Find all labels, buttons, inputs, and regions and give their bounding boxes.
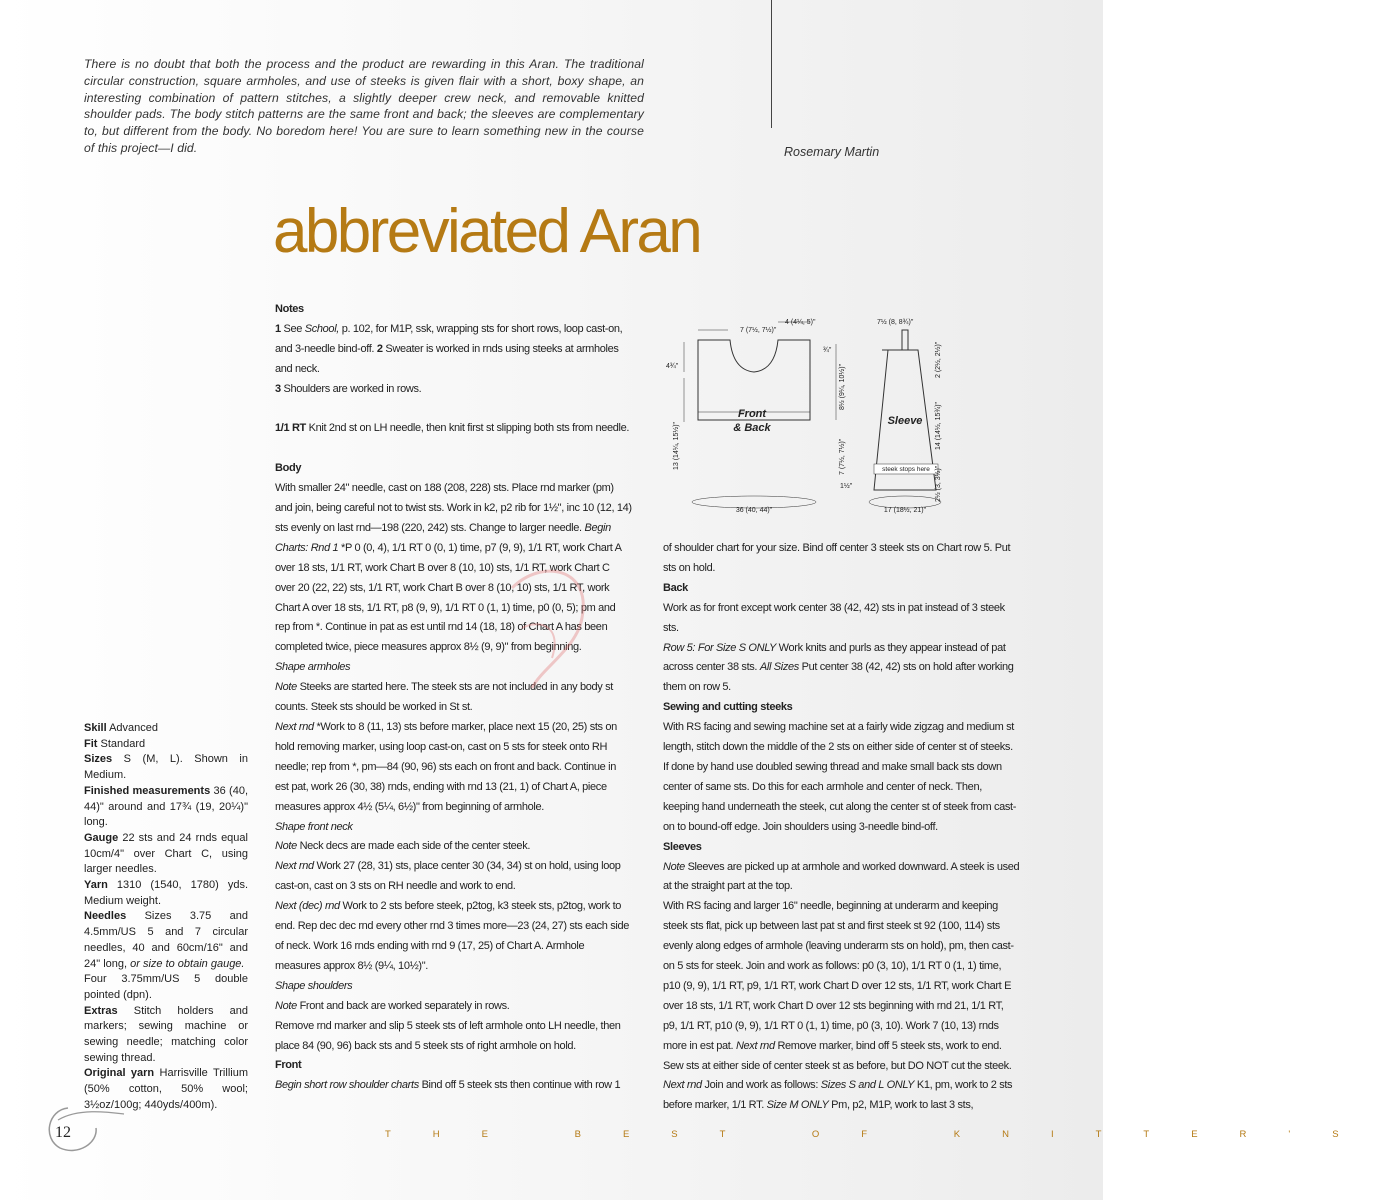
rt-text: Knit 2nd st on LH needle, then knit first st slipping both sts from needle. [308, 422, 630, 435]
measurements-value: 36 (40, 44)" around and 17¾ (19, 20¼)" long. [84, 784, 248, 829]
sizes-label: Sizes [84, 753, 113, 766]
front-instructions [275, 1076, 632, 1096]
sleeves-instructions [663, 897, 1020, 1116]
specs-sidebar [84, 721, 248, 1114]
sleeves-text-1: With RS facing and larger 16" needle, beginning at underarm and keeping steek sts flat, pick up between last pat st and first steek st 92 (100, 114) sts evenly along edges of armhole (leaving underarm sts on hold), pm, then cast-on 5 sts for steek. Join and work as follows: p0 (3, 10), 1/1 RT 0 (1, 1) time, p10 (9, 9), 1/1 RT, p9, 1/1 RT, work Chart D over 12 sts, 1/1 RT, work Chart E over 18 sts, 1/1 RT, work Chart D over 12 sts beginning with rnd 21, 1/1 RT, p9, 1/1 RT, p10 (9, 9), 1/1 RT 0 (1, 1) time, p0 (3, 10). Work 7 (10, 13) rnds more in est pat. [663, 900, 1014, 1052]
note-2-text: Sweater is worked in rnds using steeks at armholes and neck. [275, 342, 619, 375]
next-rnd-label: Next rnd [275, 721, 314, 733]
neck-note-text: Neck decs are made each side of the center steek. [299, 840, 531, 853]
note-1-number: 1 [275, 322, 281, 335]
dim-shoulder: 7 (7½, 7½)" [740, 327, 777, 334]
note-3-number: 3 [275, 382, 281, 395]
armhole-text: *Work to 8 (11, 13) sts before marker, place next 15 (20, 25) sts on hold removing marker, using loop cast-on, cast on 5 sts for steek onto RH needle; rep from *, pm—84 (90, 96) sts each on front and back. Continue in est pat, work 26 (30, 38) rnds, ending with rnd 13 (21, 1) of Chart A, piece measures approx 4½ (5¼, 6½)" from beginning of armhole. [275, 721, 617, 813]
measurements-label: Finished measurements [84, 784, 211, 797]
yarn-value: 1310 (1540, 1780) yds. Medium weight. [84, 879, 248, 907]
original-yarn-label: Original yarn [84, 1067, 155, 1080]
dim-width: 36 (40, 44)" [735, 507, 773, 514]
instructions-column-1 [275, 300, 632, 1096]
skill-label: Skill [84, 722, 107, 734]
dim-rib: 1½" [840, 483, 853, 490]
body-text-1: With smaller 24" needle, cast on 188 (208, 228) sts. Place rnd marker (pm) and join, being careful not to twist sts. Work in k2, p2 rib for 1½", inc 10 (12, 14) sts evenly on last rnd—198 (220, 242) sts. Change to larger needle. [275, 482, 632, 534]
rt-label: 1/1 RT [275, 422, 306, 435]
needles-gauge-note: or size to obtain gauge. [130, 957, 245, 970]
body-text-2: *P 0 (0, 4), 1/1 RT 0 (0, 1) time, p7 (9, 9), 1/1 RT, work Chart A over 18 sts, 1/1 RT, work Chart B over 8 (10, 10) sts, 1/1 RT, work Chart C over 20 (22, 22) sts, 1/1 RT, work Chart B over 8 (10, 10) sts, 1/1 RT, work Chart A over 18 sts, 1/1 RT, p8 (9, 9), 1/1 RT 0 (1, 1) time, p0 (0, 5); pm and rep from *. Continue in pat as est until rnd 14 (18, 18) of Chart A has been completed twice, piece measures approx 8½ (9, 9)" from beginning. [275, 541, 621, 654]
neck-instructions [275, 857, 632, 897]
page-title: abbreviated Aran [273, 197, 701, 266]
dim-sleeve-width: 17 (18½, 21)" [883, 507, 927, 514]
schematic-diagram [660, 310, 960, 520]
dim-sleeve-cuff: 2½ (3, 3½)" [935, 465, 942, 502]
dim-side: 7 (7½, 7½)" [839, 438, 846, 475]
next-rnd-label: Next rnd [275, 860, 314, 873]
next-rnd-label: Next rnd [735, 1039, 775, 1052]
extras-label: Extras [84, 1004, 118, 1017]
sewing-text: With RS facing and sewing machine set at a fairly wide zigzag and medium st length, stitch down the middle of the 2 sts on either side of center st of steeks. If done by hand use doubled sewing thread and make small back sts down center of same sts. Do this for each armhole and center of neck. Then, keeping hand underneath the steek, cut along the center st of steek from cast-on to bound-off edge. Join shoulders using 3-needle bind-off. [663, 721, 1017, 833]
skill-value: Advanced [109, 722, 159, 734]
running-title: THE BEST OF KNITTER'S [385, 1129, 1381, 1140]
dim-sleeve-top: 7½ (8, 8¾)" [877, 319, 914, 326]
note-3-text: Shoulders are worked in rows. [283, 382, 422, 395]
sleeves-note [663, 858, 1020, 898]
armhole-note-text: Steeks are started here. The steek sts are not included in any body st counts. Steek sts should be worked in St st. [275, 681, 613, 714]
needles-value: Sizes 3.75 and 4.5mm/US 5 and 7 circular needles, 40 and 60cm/16" and 24" long, [84, 910, 248, 970]
body-heading: Body [275, 462, 302, 475]
dim-back-neck: ¾" [823, 347, 832, 354]
sleeves-note-text: Sleeves are picked up at armhole and worked downward. A steek is used at the straight part at the top. [663, 860, 1020, 893]
sleeves-heading: Sleeves [663, 840, 702, 853]
note-label: Note [275, 999, 297, 1012]
knitter-watermark-icon [492, 558, 612, 698]
shoulder-instructions: Remove rnd marker and slip 5 steek sts of left armhole onto LH needle, then place 84 (90, 96) back sts and 5 steek sts of right armhole on hold. [275, 1019, 621, 1052]
note-1-text-b: p. 102, for M1P, ssk, wrapping sts for short rows, loop cast-on, and 3-needle bind-off. [275, 322, 623, 355]
intro-paragraph: There is no doubt that both the process and the product are rewarding in this Aran. The traditional circular construction, square armholes, and use of steeks is given flair with a short, boxy shape, an interesting combination of pattern stitches, a slightly deeper crew neck, and removable knitted shoulder pads. The body stitch patterns are the same front and back; the sleeves are complementary to, but different from the body. No boredom here! You are sure to learn something new in the course of this project—I did. [84, 57, 644, 155]
front-continued: of shoulder chart for your size. Bind off center 3 steek sts on Chart row 5. Put sts on hold. [663, 542, 1011, 574]
note-1-school: School, [304, 322, 339, 335]
dec-text: Work to 2 sts before steek, p2tog, k3 steek sts, p2tog, work to end. Rep dec dec rnd every other rnd 3 times more—23 (24, 27) sts each side of neck. Work 16 rnds ending with rnd 9 (17, 25) of Chart A. Armhole measures approx 8½ (9¼, 10½)". [275, 900, 630, 972]
row5-label: Row 5: For Size S ONLY [663, 641, 776, 654]
instructions-column-2 [663, 539, 1020, 1116]
sewing-heading: Sewing and cutting steeks [663, 701, 793, 714]
original-yarn-value: Harrisville Trillium (50% cotton, 50% wool; 3½oz/100g; 440yds/400m). [84, 1067, 248, 1111]
needles-label: Needles [84, 910, 127, 923]
dim-armhole: 8½ (9¼, 10½)" [839, 363, 846, 410]
dim-neck-depth: 4¾" [666, 363, 679, 370]
dim-body-height: 13 (14¼, 15½)" [673, 421, 680, 470]
shape-neck-subheading: Shape front neck [275, 820, 353, 833]
sleeves-text-3b: K1, pm, work to 2 sts before marker, 1/1 RT. [663, 1079, 1013, 1112]
vertical-rule [771, 0, 772, 128]
size-m-label: Size M ONLY [766, 1099, 829, 1112]
next-rnd-label: Next rnd [663, 1079, 702, 1092]
shape-armholes-subheading: Shape armholes [275, 661, 351, 674]
back-label: & Back [733, 422, 771, 434]
shoulder-note [275, 997, 632, 1017]
note-2-number: 2 [376, 342, 383, 355]
front-heading: Front [275, 1059, 302, 1072]
needles-extra: Four 3.75mm/US 5 double pointed (dpn). [84, 973, 248, 1001]
all-sizes-text: Put center 38 (42, 42) sts on hold after working them on row 5. [663, 661, 1014, 694]
yarn-label: Yarn [84, 879, 108, 892]
notes-heading: Notes [275, 303, 304, 315]
all-sizes-label: All Sizes [759, 661, 799, 674]
front-text: Bind off 5 steek sts then continue with row 1 [421, 1079, 621, 1092]
row5-text: Work knits and purls as they appear instead of pat across center 38 sts. [663, 641, 1006, 674]
next-dec-label: Next (dec) rnd [275, 900, 340, 913]
shoulder-note-text: Front and back are worked separately in rows. [299, 999, 510, 1012]
gauge-label: Gauge [84, 831, 119, 844]
fit-label: Fit [84, 737, 98, 750]
shape-shoulders-subheading: Shape shoulders [275, 979, 353, 992]
row5-instructions [663, 639, 1020, 699]
armhole-instructions [275, 718, 632, 818]
begin-charts: Begin Charts: Rnd 1 [275, 521, 611, 554]
sizes-value: S (M, L). Shown in Medium. [84, 753, 248, 782]
author-byline: Rosemary Martin [784, 145, 880, 159]
neck-note [275, 837, 632, 857]
dim-sleeve-len: 14 (14½, 15¾)" [935, 401, 942, 450]
magazine-logo-icon [38, 1098, 128, 1158]
gauge-value: 22 sts and 24 rnds equal 10cm/4" over Chart C, using larger needles. [84, 831, 248, 876]
short-row-label: Begin short row shoulder charts [275, 1079, 419, 1092]
sleeve-label: Sleeve [887, 415, 923, 427]
dec-instructions [275, 897, 632, 977]
sleeves-text-3c: Pm, p2, M1P, work to last 3 sts, [831, 1099, 974, 1112]
note-1-text-a: See [283, 322, 303, 335]
back-heading: Back [663, 581, 688, 594]
back-text: Work as for front except work center 38 (42, 42) sts in pat instead of 3 steek sts. [663, 601, 1005, 634]
dim-sleeve-cap: 2 (2½, 2½)" [935, 341, 942, 378]
sleeves-text-3a: Join and work as follows: [704, 1079, 819, 1092]
fit-value: Standard [100, 737, 146, 750]
rt-definition [275, 419, 632, 439]
sizes-s-l-label: Sizes S and L ONLY [820, 1079, 915, 1092]
front-label: Front [737, 408, 767, 420]
steek-stops-label: steek stops here [882, 466, 930, 473]
extras-value: Stitch holders and markers; sewing machine or sewing needle; matching color sewing thread. [84, 1004, 248, 1064]
dim-neck: 4 (4¼, 5)" [785, 319, 816, 326]
notes-paragraph [275, 320, 632, 400]
neck-text: Work 27 (28, 31) sts, place center 30 (34, 34) st on hold, using loop cast-on, cast on 3 sts on RH needle and work to end. [275, 860, 621, 893]
page-number: 12 [55, 1124, 71, 1141]
sleeves-text-2: Remove marker, bind off 5 steek sts, work to end. Sew sts at either side of center steek st as before, but DO NOT cut the steek. [663, 1039, 1012, 1072]
note-label: Note [275, 840, 297, 853]
note-label: Note [663, 860, 685, 873]
note-label: Note [275, 681, 297, 694]
